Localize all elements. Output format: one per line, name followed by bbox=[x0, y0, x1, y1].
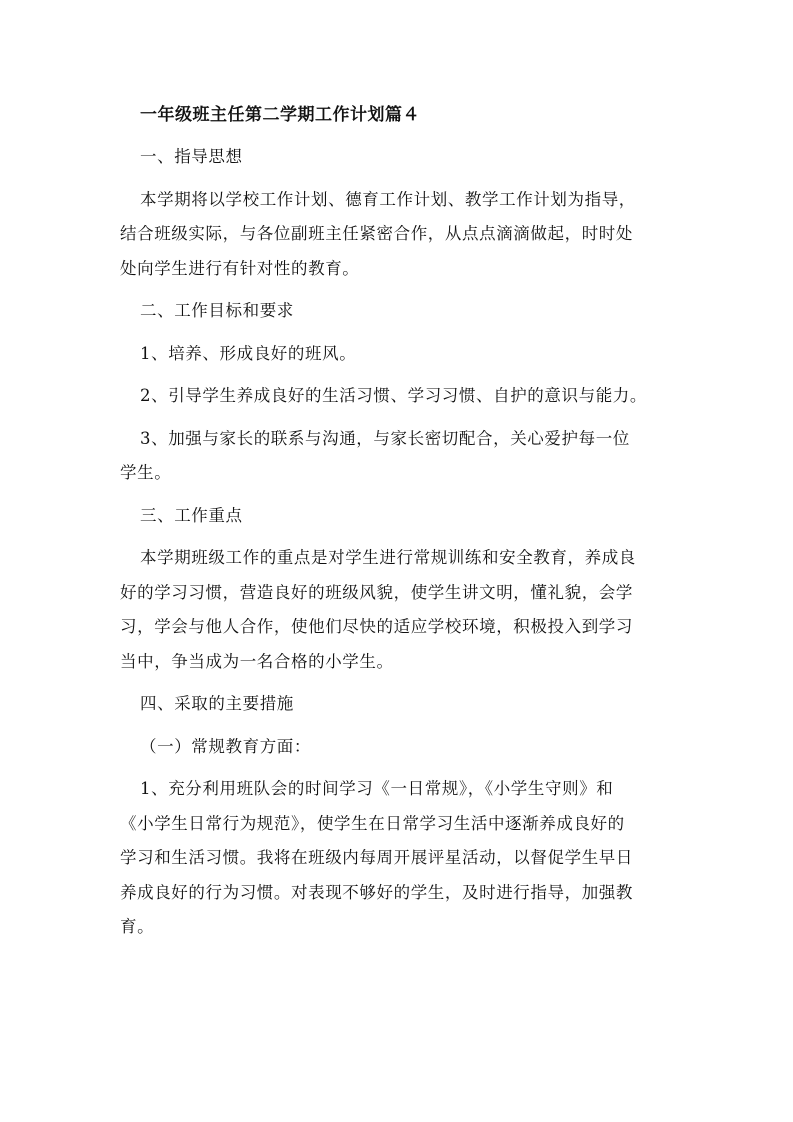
document-body bbox=[120, 98, 680, 945]
subsection-heading-routine-education: （一）常规教育方面： bbox=[140, 736, 311, 756]
document-title: 一年级班主任第二学期工作计划篇４ bbox=[140, 105, 420, 125]
paragraph-line: 本学期将以学校工作计划、德育工作计划、教学工作计划为指导， bbox=[140, 189, 636, 209]
list-item-3-continued: 学生。 bbox=[120, 463, 172, 482]
paragraph-line: 《小学生日常行为规范》，使学生在日常学习生活中逐渐养成良好的 bbox=[120, 813, 625, 833]
paragraph-line: 当中，争当成为一名合格的小学生。 bbox=[120, 651, 394, 671]
list-item-2: 2、引导学生养成良好的生活习惯、学习习惯、自护的意识与能力。 bbox=[140, 386, 647, 405]
section-heading-goals: 二、工作目标和要求 bbox=[140, 301, 294, 320]
paragraph-line: 好的学习习惯，营造良好的班级风貌，使学生讲文明，懂礼貌，会学 bbox=[120, 582, 633, 602]
paragraph-line: 学习和生活习惯。我将在班级内每周开展评星活动，以督促学生早日 bbox=[120, 848, 633, 867]
list-item-1: 1、充分利用班队会的时间学习《一日常规》，《小学生守则》和 bbox=[140, 779, 614, 798]
paragraph-line: 本学期班级工作的重点是对学生进行常规训练和安全教育，养成良 bbox=[140, 548, 636, 567]
section-heading-focus: 三、工作重点 bbox=[140, 505, 243, 525]
section-heading-guiding-idea: 一、指导思想 bbox=[140, 147, 243, 166]
paragraph-line: 习，学会与他人合作，使他们尽快的适应学校环境，积极投入到学习 bbox=[120, 617, 633, 636]
paragraph-line: 结合班级实际，与各位副班主任紧密合作，从点点滴滴做起，时时处 bbox=[120, 224, 633, 243]
paragraph-line: 养成良好的行为习惯。对表现不够好的学生，及时进行指导，加强教 bbox=[120, 882, 633, 902]
list-item-1: 1、培养、形成良好的班风。 bbox=[140, 343, 357, 363]
paragraph-line: 处向学生进行有针对性的教育。 bbox=[120, 258, 360, 278]
section-heading-measures: 四、采取的主要措施 bbox=[140, 694, 294, 713]
list-item-3: 3、加强与家长的联系与沟通，与家长密切配合，关心爱护每一位 bbox=[140, 428, 630, 448]
paragraph-line: 育。 bbox=[120, 917, 155, 936]
